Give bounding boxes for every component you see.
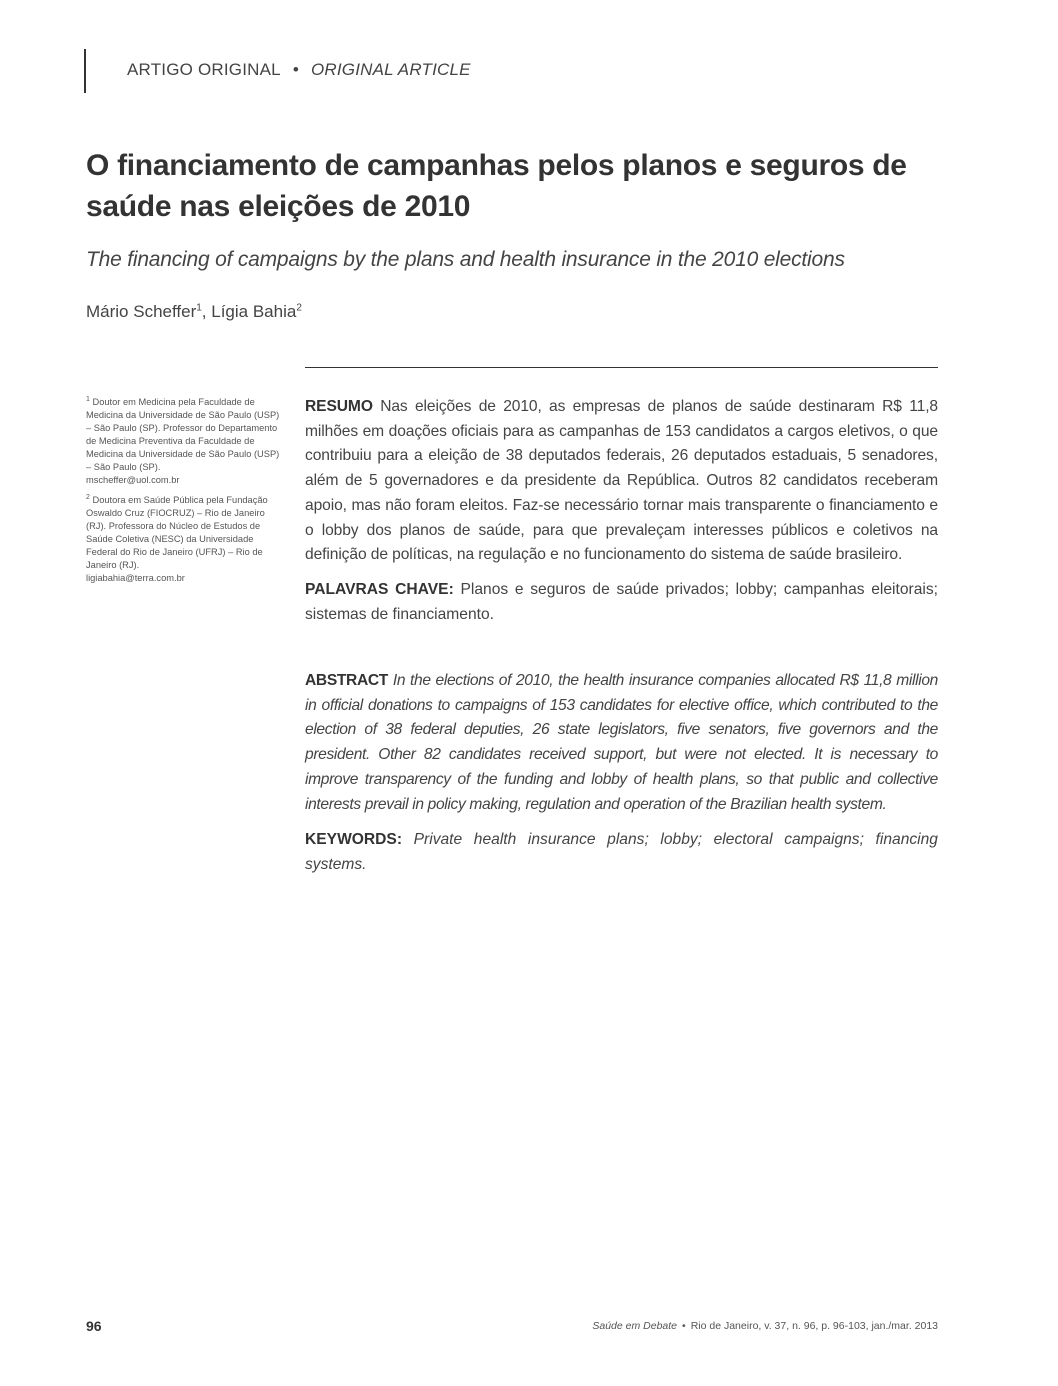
author-name: Mário Scheffer	[86, 302, 197, 321]
resumo-paragraph	[305, 395, 938, 568]
section-label-pt: ARTIGO ORIGINAL	[127, 60, 281, 79]
affiliation-text: Doutora em Saúde Pública pela Fundação Oswaldo Cruz (FIOCRUZ) – Rio de Janeiro (RJ). Professora do Núcleo de Estudos de Saúde Coletiva (NESC) da Universidade Federal do Rio de Janeiro (UFRJ) – Rio de Janeiro (RJ).	[86, 495, 268, 570]
author-affiliation-mark: 1	[196, 302, 202, 314]
section-rule	[84, 49, 86, 93]
resumo-text: Nas eleições de 2010, as empresas de planos de saúde destinaram R$ 11,8 milhões em doações oficiais para as campanhas de 153 candidatos a cargos eletivos, o que contribuiu para a eleição de 38 deputados federais, 26 deputados estaduais, 5 senadores, além de 5 governadores e da presidente da República. Outros 82 candidatos receberam apoio, mas não foram eleitos. Faz-se necessário tornar mais transparente o financiamento e o lobby dos planos de saúde, para que prevaleçam interesses públicos e coletivos na definição de políticas, na regulação e no funcionamento do sistema de saúde brasileiro.	[305, 398, 939, 564]
author-email: ligiabahia@terra.com.br	[86, 572, 185, 583]
abstract-paragraph	[305, 669, 938, 817]
affiliation-mark: 2	[86, 494, 90, 501]
article-title: O financiamento de campanhas pelos planos e seguros de saúde nas eleições de 2010	[86, 149, 907, 223]
author-affiliation-mark: 2	[296, 302, 302, 314]
section-label	[127, 60, 471, 80]
affiliation-note	[86, 492, 286, 584]
section-label-en: ORIGINAL ARTICLE	[310, 60, 471, 79]
keywords-label: KEYWORDS:	[305, 831, 403, 848]
citation-text: Rio de Janeiro, v. 37, n. 96, p. 96-103, jan./mar. 2013	[690, 1320, 938, 1332]
abstract-text: In the elections of 2010, the health insurance companies allocated R$ 11,8 million in official donations to campaigns of 153 candidates for elective office, which contributed to the election of 38 federal deputies, 26 state legislators, five senators, five governors and the president. Other 82 candidates received support, but were not elected. It is necessary to improve transparency of the funding and lobby of health plans, so that public and collective interests prevail in policy making, regulation and operation of the Brazilian health system.	[305, 672, 938, 813]
footer-separator: •	[682, 1320, 686, 1332]
keywords-paragraph	[305, 828, 938, 877]
abstract-label: ABSTRACT	[305, 672, 388, 689]
page-number: 96	[86, 1318, 102, 1334]
section-separator: •	[292, 60, 299, 79]
palavras-chave-label: PALAVRAS CHAVE:	[305, 581, 454, 598]
journal-name: Saúde em Debate	[592, 1320, 678, 1332]
journal-citation	[592, 1320, 938, 1332]
affiliation-text: Doutor em Medicina pela Faculdade de Medicina da Universidade de São Paulo (USP) – São Paulo (SP). Professor do Departamento de Medicina Preventiva da Faculdade de Medicina da Universidade de São Paulo (USP) – São Paulo (SP).	[86, 397, 280, 472]
author-email: mscheffer@uol.com.br	[86, 474, 180, 485]
resumo-label: RESUMO	[305, 398, 373, 415]
palavras-chave-paragraph	[305, 578, 938, 627]
author-list	[86, 302, 302, 322]
affiliation-note	[86, 394, 286, 486]
author-separator: ,	[201, 302, 212, 321]
author-name: Lígia Bahia	[211, 302, 297, 321]
palavras-chave-text: Planos e seguros de saúde privados; lobby; campanhas eleitorais; sistemas de financiamento.	[305, 581, 938, 623]
affiliation-mark: 1	[86, 396, 90, 403]
keywords-text: Private health insurance plans; lobby; electoral campaigns; financing systems.	[305, 831, 938, 873]
article-subtitle: The financing of campaigns by the plans and health insurance in the 2010 elections	[86, 248, 845, 271]
header-divider	[305, 367, 938, 368]
